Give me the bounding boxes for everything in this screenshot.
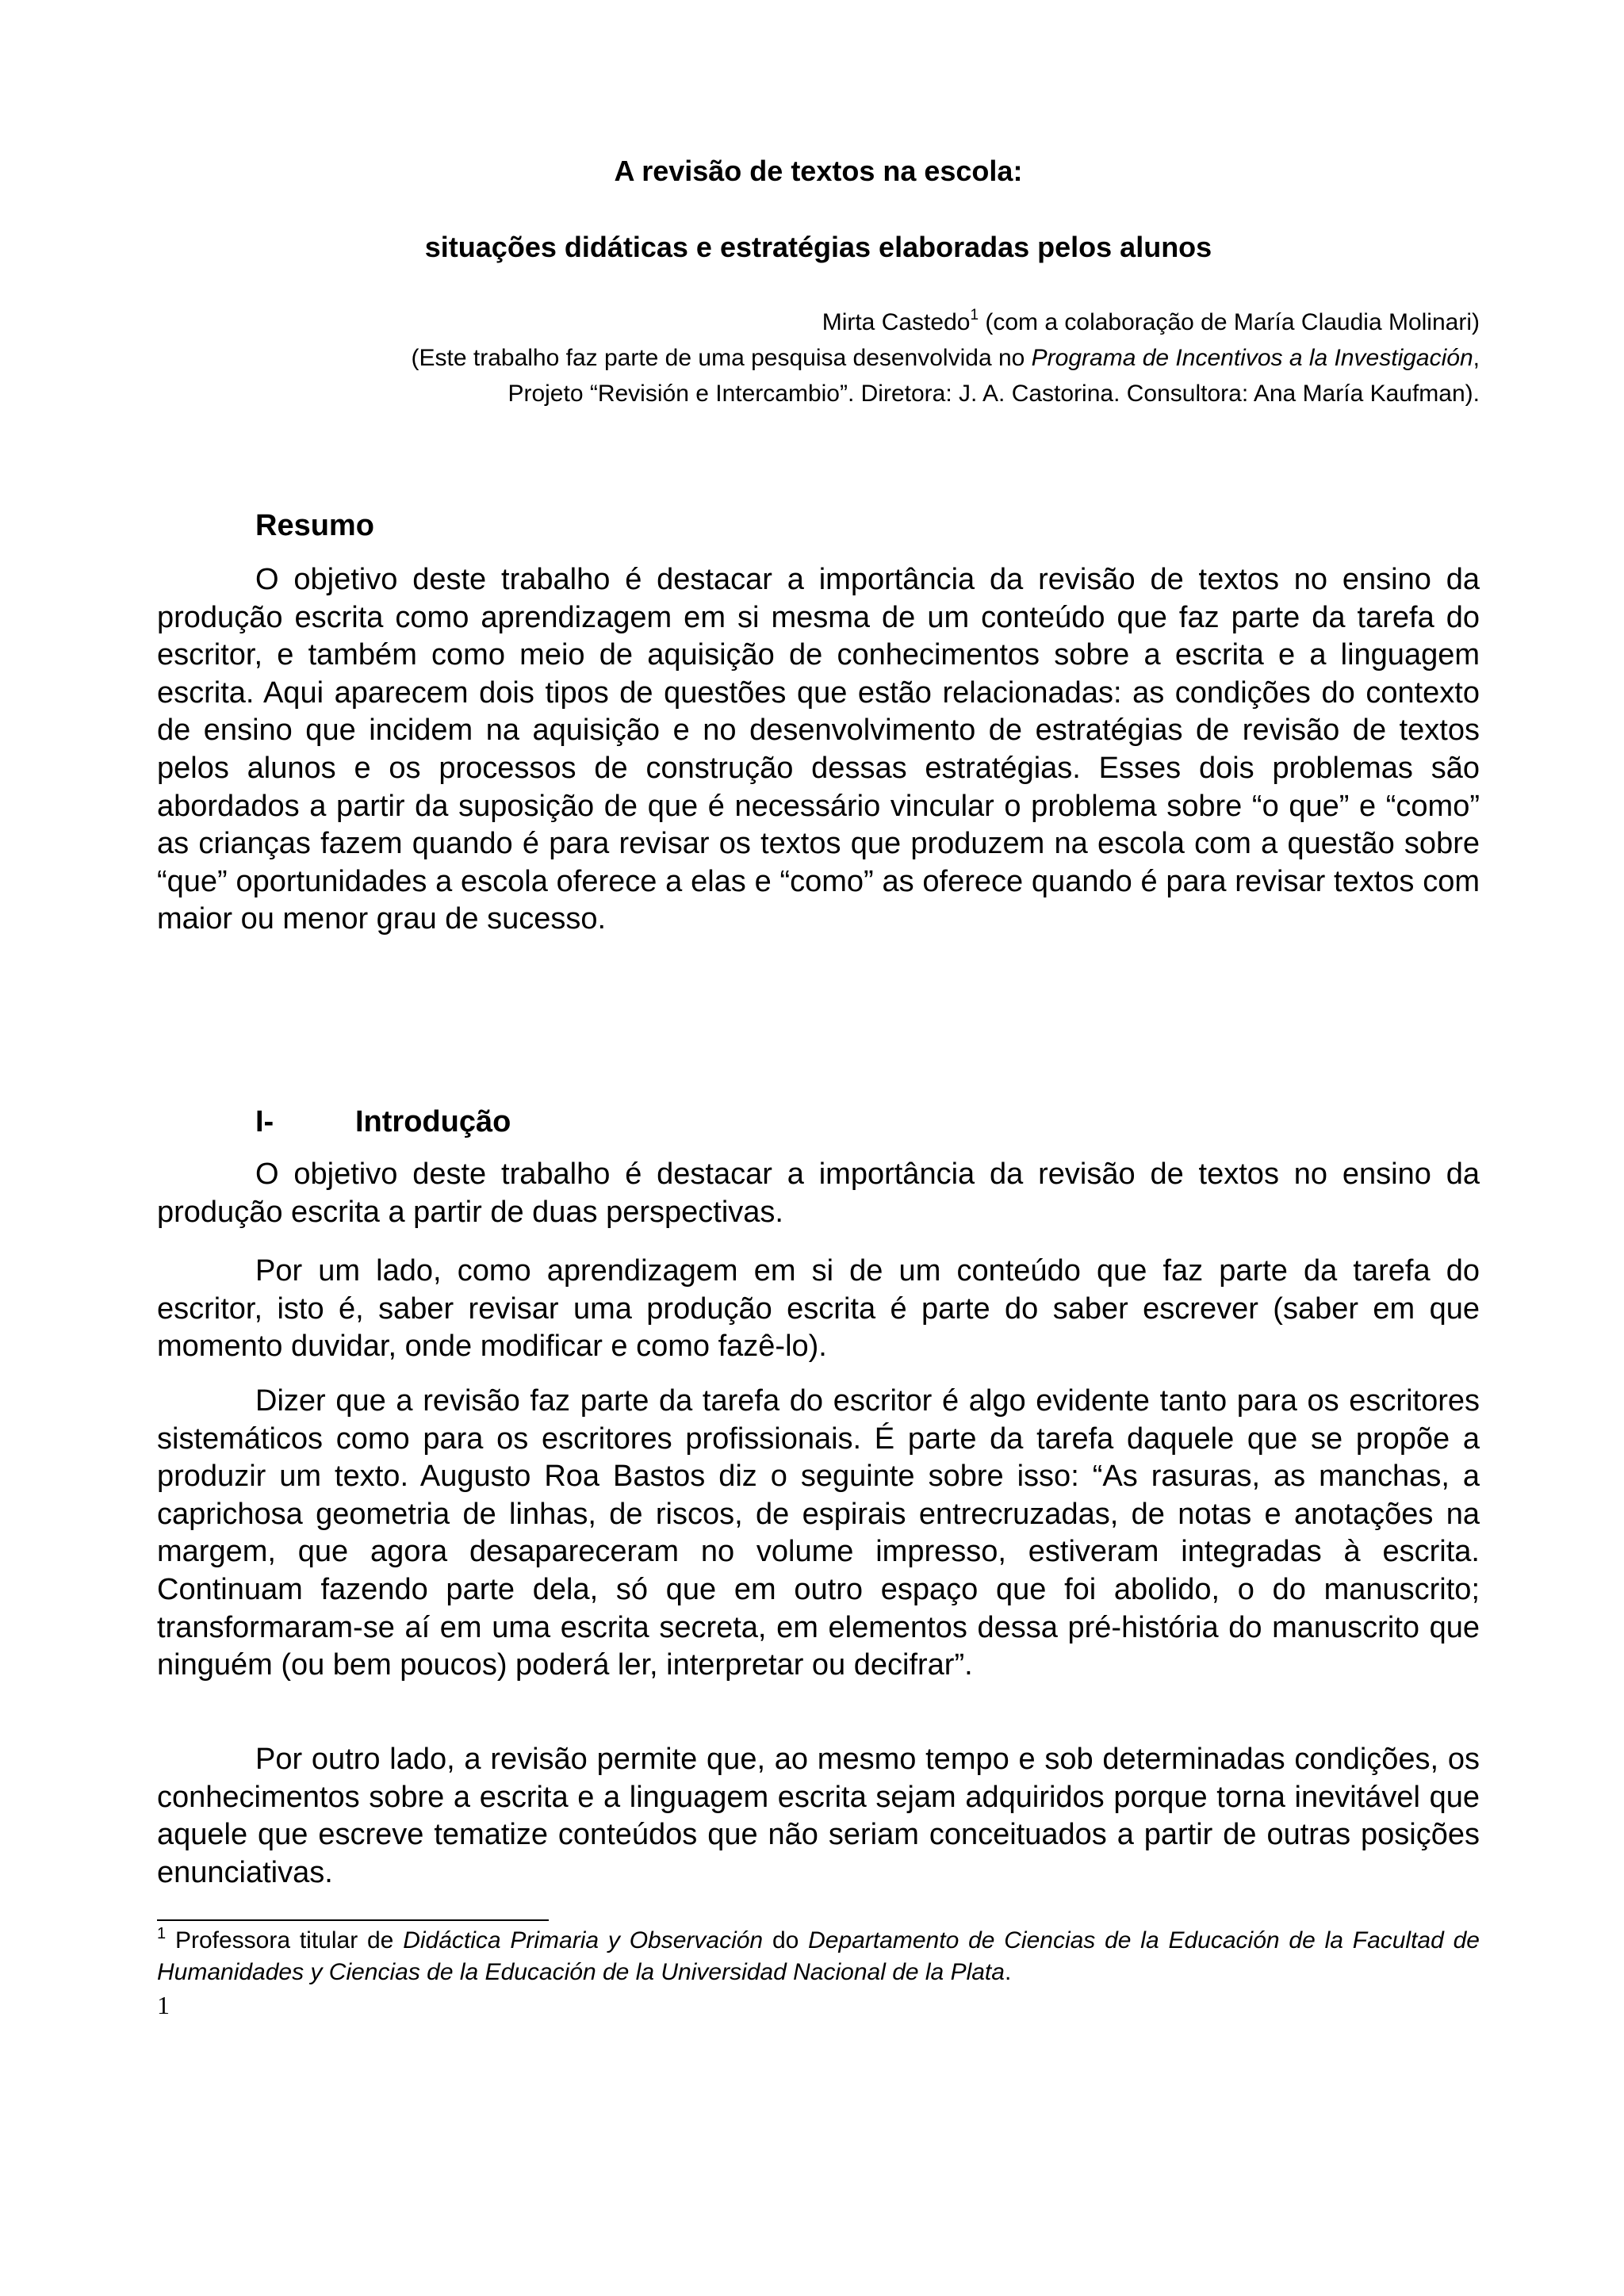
author-block xyxy=(157,304,1480,411)
page-number: 1 xyxy=(157,1991,170,2019)
footnote-course: Didáctica Primaria y Observación xyxy=(403,1927,764,1954)
footnote-text: do xyxy=(763,1927,809,1954)
footnote-number: 1 xyxy=(157,1925,167,1942)
research-note-punct: , xyxy=(1473,345,1480,371)
body-paragraph: Por outro lado, a revisão permite que, ao mesmo tempo e sob determinadas condições, os conhecimentos sobre a escrita e a linguagem escrita sejam adquiridos porque torna inevitável que aquele que escreve tematize conteúdos que não seriam conceituados a partir de outras posições enunciativas. xyxy=(157,1743,1480,1889)
research-note-text: (Este trabalho faz parte de uma pesquisa desenvolvida no xyxy=(411,345,1032,371)
abstract-paragraph: O objetivo deste trabalho é destacar a importância da revisão de textos no ensino da produção escrita como aprendizagem em si mesma de um conteúdo que faz parte da tarefa do escritor, e também como meio de aquisição de conhecimentos sobre a escrita e a linguagem escrita. Aqui aparecem dois tipos de questões que estão relacionadas: as condições do contexto de ensino que incidem na aquisição e no desenvolvimento de estratégias de revisão de textos pelos alunos e os processos de construção dessas estratégias. Esses dois problemas são abordados a partir da suposição de que é necessário vincular o problema sobre “o que” e “como” as crianças fazem quando é para revisar os textos que produzem na escola com a questão sobre “que” oportunidades a escola oferece a elas e “como” as oferece quando é para revisar textos com maior ou menor grau de sucesso. xyxy=(157,563,1480,936)
section-title: Introdução xyxy=(355,1105,511,1138)
section-number: I- xyxy=(255,1105,274,1138)
footnote-department: Departamento de Ciencias de la Educación de la Facultad de Humanidades y Ciencias de la Educación de la Universidad Nacional de la Plata xyxy=(157,1927,1480,1985)
footnote-divider xyxy=(157,1919,549,1921)
body-paragraph: O objetivo deste trabalho é destacar a importância da revisão de textos no ensino da produção escrita a partir de duas perspectivas. xyxy=(157,1158,1480,1229)
collaborator-text: (com a colaboração de María Claudia Molinari) xyxy=(985,309,1480,335)
section-heading-introducao xyxy=(255,1104,511,1140)
body-paragraph: Por um lado, como aprendizagem em si de um conteúdo que faz parte da tarefa do escritor, isto é, saber revisar uma produção escrita é parte do saber escrever (saber em que momento duvidar, onde modificar e como fazê-lo). xyxy=(157,1254,1480,1364)
document-subtitle: situações didáticas e estratégias elaboradas pelos alunos xyxy=(424,231,1212,263)
footnote xyxy=(157,1925,1480,1988)
author-name: Mirta Castedo xyxy=(822,309,971,335)
research-note-line xyxy=(157,340,1480,376)
author-line xyxy=(157,304,1480,340)
project-line: Projeto “Revisión e Intercambio”. Diretora: J. A. Castorina. Consultora: Ana María Kaufman). xyxy=(508,381,1480,407)
body-paragraph: Dizer que a revisão faz parte da tarefa do escritor é algo evidente tanto para os escritores sistemáticos como para os escritores profissionais. É parte da tarefa daquele que se propõe a produzir um texto. Augusto Roa Bastos diz o seguinte sobre isso: “As rasuras, as manchas, a caprichosa geometria de linhas, de riscos, de espirais entrecruzadas, de notas e anotações na margem, que agora desapareceram no volume impresso, estiveram integradas à escrita. Continuam fazendo parte dela, só que em outro espaço que foi abolido, o do manuscrito; transformaram-se aí em uma escrita secreta, em elementos dessa pré-história do manuscrito que ninguém (ou bem poucos) poderá ler, interpretar ou decifrar”. xyxy=(157,1384,1480,1682)
document-title: A revisão de textos na escola: xyxy=(614,155,1023,187)
footnote-marker[interactable]: 1 xyxy=(970,307,979,323)
program-name: Programa de Incentivos a la Investigación xyxy=(1031,345,1473,371)
footnote-text: Professora titular de xyxy=(166,1927,404,1954)
footnote-text: . xyxy=(1004,1959,1012,1985)
abstract-heading: Resumo xyxy=(255,509,374,542)
